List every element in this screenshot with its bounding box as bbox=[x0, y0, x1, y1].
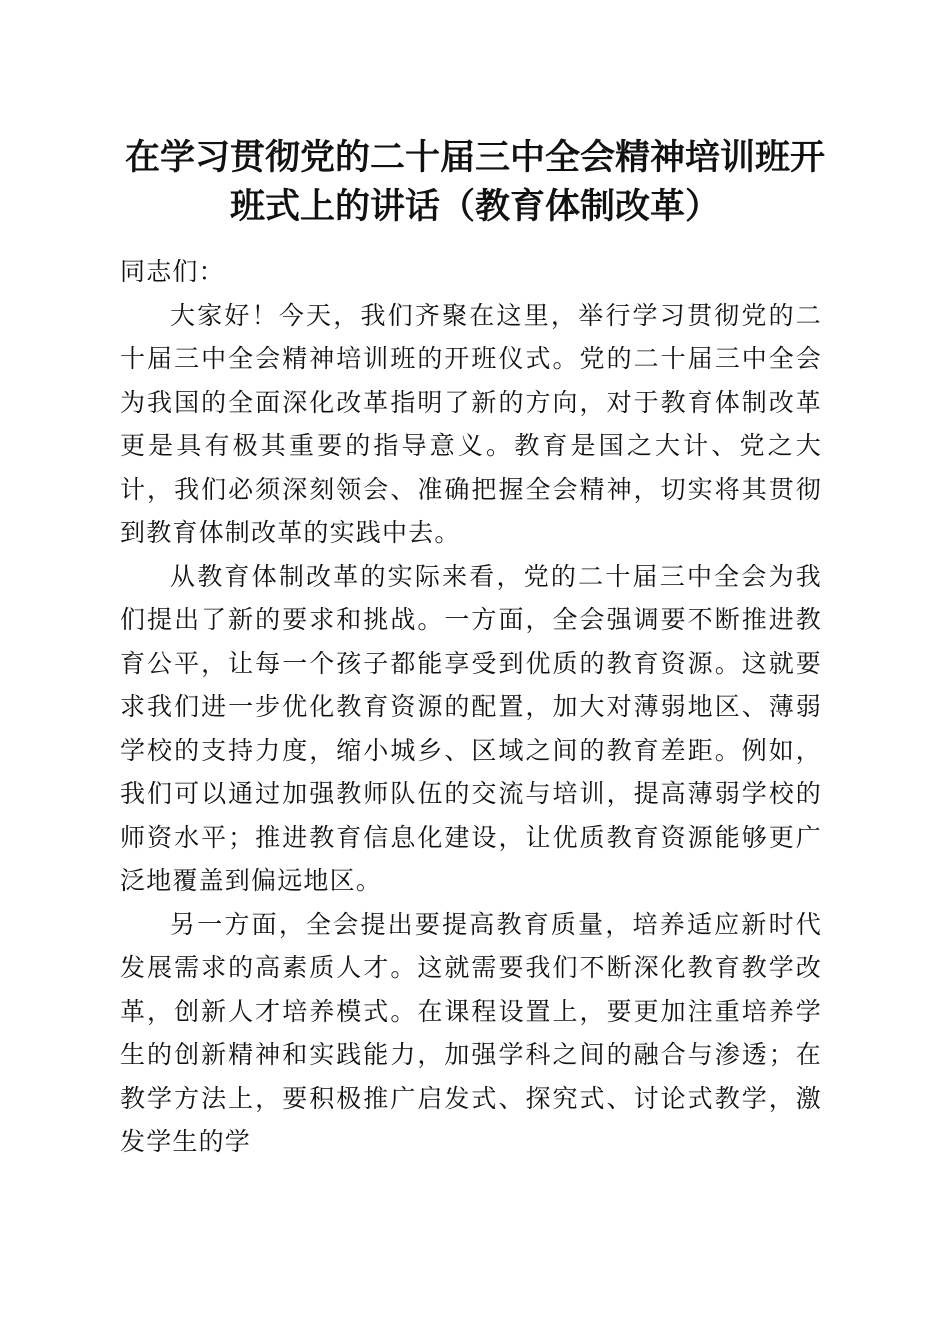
salutation: 同志们： bbox=[120, 257, 225, 286]
paragraph-3: 另一方面，全会提出要提高教育质量，培养适应新时代发展需求的高素质人才。这就需要我们不断深化教育教学改革，创新人才培养模式。在课程设置上，要更加注重培养学生的创新精神和实践能力，加强学科之间的融合与渗透；在教学方法上，要积极推广启发式、探究式、讨论式教学，激发学生的学 bbox=[120, 909, 822, 1156]
paragraph-1: 大家好！今天，我们齐聚在这里，举行学习贯彻党的二十届三中全会精神培训班的开班仪式。党的二十届三中全会为我国的全面深化改革指明了新的方向，对于教育体制改革更是具有极其重要的指导意义。教育是国之大计、党之大计，我们必须深刻领会、准确把握全会精神，切实将其贯彻到教育体制改革的实践中去。 bbox=[120, 300, 822, 547]
document-title bbox=[110, 133, 840, 231]
document-body bbox=[120, 250, 822, 1164]
title-line-1: 在学习贯彻党的二十届三中全会精神培训班开 bbox=[124, 137, 825, 178]
paragraph-2: 从教育体制改革的实际来看，党的二十届三中全会为我们提出了新的要求和挑战。一方面，全会强调要不断推进教育公平，让每一个孩子都能享受到优质的教育资源。这就要求我们进一步优化教育资源的配置，加大对薄弱地区、薄弱学校的支持力度，缩小城乡、区域之间的教育差距。例如，我们可以通过加强教师队伍的交流与培训，提高薄弱学校的师资水平；推进教育信息化建设，让优质教育资源能够更广泛地覆盖到偏远地区。 bbox=[120, 561, 822, 895]
title-line-2: 班式上的讲话（教育体制改革） bbox=[229, 186, 720, 227]
